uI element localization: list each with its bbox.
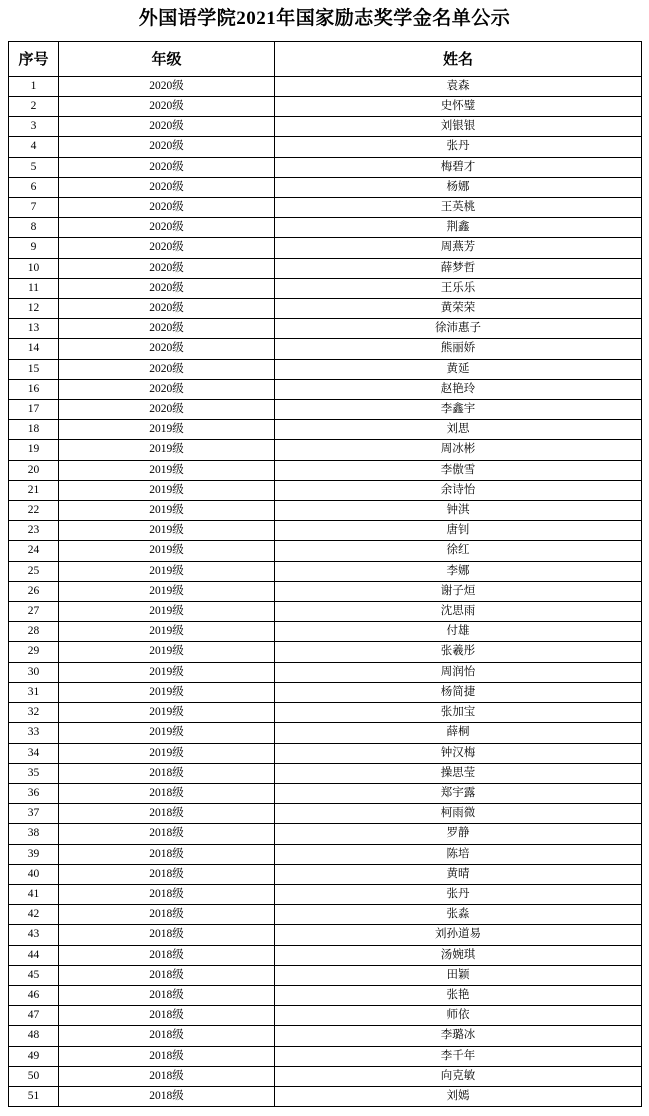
table-row bbox=[9, 662, 642, 682]
cell-name: 黄荣荣 bbox=[275, 299, 642, 319]
cell-index: 30 bbox=[9, 662, 59, 682]
cell-index: 42 bbox=[9, 905, 59, 925]
cell-index: 7 bbox=[9, 198, 59, 218]
cell-name: 田颖 bbox=[275, 965, 642, 985]
cell-name: 杨娜 bbox=[275, 177, 642, 197]
table-row bbox=[9, 925, 642, 945]
cell-name: 李千年 bbox=[275, 1046, 642, 1066]
cell-grade: 2018级 bbox=[59, 804, 275, 824]
cell-name: 史怀璧 bbox=[275, 97, 642, 117]
table-row bbox=[9, 359, 642, 379]
cell-grade: 2020级 bbox=[59, 359, 275, 379]
cell-grade: 2020级 bbox=[59, 400, 275, 420]
cell-name: 张丹 bbox=[275, 884, 642, 904]
cell-grade: 2019级 bbox=[59, 682, 275, 702]
table-row bbox=[9, 602, 642, 622]
cell-name: 谢子烜 bbox=[275, 581, 642, 601]
table-row bbox=[9, 319, 642, 339]
table-row bbox=[9, 905, 642, 925]
cell-grade: 2020级 bbox=[59, 238, 275, 258]
cell-index: 23 bbox=[9, 521, 59, 541]
cell-name: 张加宝 bbox=[275, 703, 642, 723]
cell-grade: 2020级 bbox=[59, 198, 275, 218]
cell-grade: 2020级 bbox=[59, 117, 275, 137]
cell-grade: 2018级 bbox=[59, 864, 275, 884]
table-row bbox=[9, 420, 642, 440]
table-row bbox=[9, 703, 642, 723]
cell-name: 郑宇露 bbox=[275, 783, 642, 803]
cell-grade: 2018级 bbox=[59, 925, 275, 945]
cell-grade: 2019级 bbox=[59, 703, 275, 723]
table-row bbox=[9, 965, 642, 985]
table-row bbox=[9, 238, 642, 258]
cell-name: 周冰彬 bbox=[275, 440, 642, 460]
cell-name: 付雄 bbox=[275, 622, 642, 642]
cell-index: 16 bbox=[9, 379, 59, 399]
scholarship-roster-table bbox=[8, 41, 642, 1107]
table-row bbox=[9, 440, 642, 460]
table-row bbox=[9, 561, 642, 581]
cell-name: 柯雨微 bbox=[275, 804, 642, 824]
table-row bbox=[9, 783, 642, 803]
cell-index: 19 bbox=[9, 440, 59, 460]
table-row bbox=[9, 379, 642, 399]
cell-grade: 2020级 bbox=[59, 218, 275, 238]
cell-grade: 2019级 bbox=[59, 622, 275, 642]
table-row bbox=[9, 157, 642, 177]
cell-grade: 2018级 bbox=[59, 965, 275, 985]
cell-grade: 2019级 bbox=[59, 602, 275, 622]
cell-grade: 2018级 bbox=[59, 1006, 275, 1026]
cell-grade: 2018级 bbox=[59, 884, 275, 904]
table-header-row bbox=[9, 41, 642, 76]
cell-index: 1 bbox=[9, 76, 59, 96]
cell-grade: 2019级 bbox=[59, 541, 275, 561]
cell-name: 周润怡 bbox=[275, 662, 642, 682]
cell-grade: 2018级 bbox=[59, 1046, 275, 1066]
cell-name: 王英桃 bbox=[275, 198, 642, 218]
cell-index: 50 bbox=[9, 1066, 59, 1086]
cell-index: 10 bbox=[9, 258, 59, 278]
table-row bbox=[9, 218, 642, 238]
table-row bbox=[9, 501, 642, 521]
cell-name: 王乐乐 bbox=[275, 278, 642, 298]
cell-grade: 2019级 bbox=[59, 662, 275, 682]
cell-index: 3 bbox=[9, 117, 59, 137]
cell-grade: 2018级 bbox=[59, 1066, 275, 1086]
cell-name: 薛梦哲 bbox=[275, 258, 642, 278]
cell-index: 46 bbox=[9, 985, 59, 1005]
table-row bbox=[9, 117, 642, 137]
table-row bbox=[9, 642, 642, 662]
cell-name: 熊丽娇 bbox=[275, 339, 642, 359]
table-row bbox=[9, 763, 642, 783]
table-row bbox=[9, 76, 642, 96]
cell-name: 向克敏 bbox=[275, 1066, 642, 1086]
page-title: 外国语学院2021年国家励志奖学金名单公示 bbox=[138, 8, 511, 29]
table-row bbox=[9, 1006, 642, 1026]
cell-index: 27 bbox=[9, 602, 59, 622]
cell-grade: 2019级 bbox=[59, 501, 275, 521]
table-row bbox=[9, 460, 642, 480]
cell-index: 45 bbox=[9, 965, 59, 985]
cell-name: 师依 bbox=[275, 1006, 642, 1026]
cell-name: 刘思 bbox=[275, 420, 642, 440]
cell-grade: 2019级 bbox=[59, 440, 275, 460]
cell-index: 9 bbox=[9, 238, 59, 258]
cell-grade: 2020级 bbox=[59, 137, 275, 157]
cell-name: 张丹 bbox=[275, 137, 642, 157]
table-row bbox=[9, 581, 642, 601]
cell-grade: 2018级 bbox=[59, 985, 275, 1005]
cell-index: 28 bbox=[9, 622, 59, 642]
cell-index: 40 bbox=[9, 864, 59, 884]
cell-grade: 2019级 bbox=[59, 561, 275, 581]
cell-name: 杨简捷 bbox=[275, 682, 642, 702]
cell-grade: 2020级 bbox=[59, 177, 275, 197]
table-row bbox=[9, 521, 642, 541]
table-row bbox=[9, 258, 642, 278]
cell-grade: 2019级 bbox=[59, 420, 275, 440]
cell-name: 罗静 bbox=[275, 824, 642, 844]
cell-index: 33 bbox=[9, 723, 59, 743]
cell-index: 6 bbox=[9, 177, 59, 197]
cell-grade: 2018级 bbox=[59, 945, 275, 965]
table-row bbox=[9, 1086, 642, 1106]
cell-name: 汤婉琪 bbox=[275, 945, 642, 965]
cell-grade: 2020级 bbox=[59, 258, 275, 278]
cell-grade: 2019级 bbox=[59, 480, 275, 500]
cell-grade: 2018级 bbox=[59, 844, 275, 864]
cell-index: 47 bbox=[9, 1006, 59, 1026]
cell-name: 黄延 bbox=[275, 359, 642, 379]
cell-name: 赵艳玲 bbox=[275, 379, 642, 399]
cell-name: 刘孙道易 bbox=[275, 925, 642, 945]
table-row bbox=[9, 339, 642, 359]
cell-grade: 2018级 bbox=[59, 1026, 275, 1046]
table-row bbox=[9, 945, 642, 965]
table-header bbox=[9, 41, 642, 76]
cell-index: 4 bbox=[9, 137, 59, 157]
cell-index: 35 bbox=[9, 763, 59, 783]
cell-index: 48 bbox=[9, 1026, 59, 1046]
cell-index: 38 bbox=[9, 824, 59, 844]
cell-index: 31 bbox=[9, 682, 59, 702]
column-header-grade: 年级 bbox=[59, 41, 275, 76]
cell-index: 39 bbox=[9, 844, 59, 864]
table-row bbox=[9, 541, 642, 561]
cell-name: 刘银银 bbox=[275, 117, 642, 137]
cell-grade: 2018级 bbox=[59, 763, 275, 783]
cell-index: 41 bbox=[9, 884, 59, 904]
cell-index: 24 bbox=[9, 541, 59, 561]
cell-name: 李鑫宇 bbox=[275, 400, 642, 420]
table-row bbox=[9, 622, 642, 642]
table-row bbox=[9, 824, 642, 844]
cell-index: 11 bbox=[9, 278, 59, 298]
cell-name: 钟淇 bbox=[275, 501, 642, 521]
cell-name: 陈培 bbox=[275, 844, 642, 864]
cell-grade: 2020级 bbox=[59, 278, 275, 298]
cell-index: 8 bbox=[9, 218, 59, 238]
cell-index: 2 bbox=[9, 97, 59, 117]
table-row bbox=[9, 682, 642, 702]
cell-grade: 2019级 bbox=[59, 723, 275, 743]
table-row bbox=[9, 1046, 642, 1066]
cell-grade: 2020级 bbox=[59, 319, 275, 339]
table-row bbox=[9, 278, 642, 298]
table-row bbox=[9, 743, 642, 763]
cell-name: 徐红 bbox=[275, 541, 642, 561]
cell-index: 15 bbox=[9, 359, 59, 379]
cell-index: 21 bbox=[9, 480, 59, 500]
cell-index: 13 bbox=[9, 319, 59, 339]
cell-name: 周燕芳 bbox=[275, 238, 642, 258]
table-row bbox=[9, 884, 642, 904]
column-header-name: 姓名 bbox=[275, 41, 642, 76]
table-row bbox=[9, 985, 642, 1005]
cell-name: 刘嫣 bbox=[275, 1086, 642, 1106]
cell-name: 操思莹 bbox=[275, 763, 642, 783]
cell-index: 14 bbox=[9, 339, 59, 359]
cell-grade: 2020级 bbox=[59, 97, 275, 117]
table-row bbox=[9, 400, 642, 420]
cell-grade: 2018级 bbox=[59, 1086, 275, 1106]
table-row bbox=[9, 804, 642, 824]
cell-name: 袁森 bbox=[275, 76, 642, 96]
cell-index: 32 bbox=[9, 703, 59, 723]
cell-grade: 2020级 bbox=[59, 76, 275, 96]
cell-name: 张羲彤 bbox=[275, 642, 642, 662]
cell-name: 沈思雨 bbox=[275, 602, 642, 622]
cell-name: 李娜 bbox=[275, 561, 642, 581]
cell-name: 梅碧才 bbox=[275, 157, 642, 177]
cell-name: 张淼 bbox=[275, 905, 642, 925]
cell-index: 18 bbox=[9, 420, 59, 440]
cell-grade: 2019级 bbox=[59, 521, 275, 541]
table-row bbox=[9, 480, 642, 500]
cell-index: 36 bbox=[9, 783, 59, 803]
table-row bbox=[9, 198, 642, 218]
table-row bbox=[9, 844, 642, 864]
cell-grade: 2020级 bbox=[59, 157, 275, 177]
table-row bbox=[9, 1066, 642, 1086]
cell-name: 黄晴 bbox=[275, 864, 642, 884]
cell-index: 12 bbox=[9, 299, 59, 319]
table-row bbox=[9, 864, 642, 884]
table-row bbox=[9, 137, 642, 157]
cell-grade: 2020级 bbox=[59, 379, 275, 399]
cell-grade: 2020级 bbox=[59, 299, 275, 319]
cell-index: 43 bbox=[9, 925, 59, 945]
cell-index: 37 bbox=[9, 804, 59, 824]
table-row bbox=[9, 177, 642, 197]
cell-grade: 2019级 bbox=[59, 460, 275, 480]
cell-grade: 2019级 bbox=[59, 581, 275, 601]
cell-grade: 2019级 bbox=[59, 743, 275, 763]
cell-index: 26 bbox=[9, 581, 59, 601]
cell-grade: 2019级 bbox=[59, 642, 275, 662]
cell-index: 51 bbox=[9, 1086, 59, 1106]
cell-index: 22 bbox=[9, 501, 59, 521]
cell-grade: 2018级 bbox=[59, 783, 275, 803]
cell-name: 荆鑫 bbox=[275, 218, 642, 238]
cell-name: 唐钊 bbox=[275, 521, 642, 541]
table-row bbox=[9, 299, 642, 319]
cell-index: 5 bbox=[9, 157, 59, 177]
table-body bbox=[9, 76, 642, 1106]
table-row bbox=[9, 97, 642, 117]
table-row bbox=[9, 1026, 642, 1046]
cell-name: 薛桐 bbox=[275, 723, 642, 743]
cell-index: 29 bbox=[9, 642, 59, 662]
cell-name: 徐沛惠子 bbox=[275, 319, 642, 339]
cell-grade: 2018级 bbox=[59, 905, 275, 925]
cell-index: 25 bbox=[9, 561, 59, 581]
cell-index: 17 bbox=[9, 400, 59, 420]
cell-name: 李傲雪 bbox=[275, 460, 642, 480]
cell-index: 49 bbox=[9, 1046, 59, 1066]
cell-name: 余诗怡 bbox=[275, 480, 642, 500]
cell-name: 李璐冰 bbox=[275, 1026, 642, 1046]
cell-grade: 2020级 bbox=[59, 339, 275, 359]
cell-index: 44 bbox=[9, 945, 59, 965]
column-header-index: 序号 bbox=[9, 41, 59, 76]
cell-grade: 2018级 bbox=[59, 824, 275, 844]
cell-name: 张艳 bbox=[275, 985, 642, 1005]
cell-index: 20 bbox=[9, 460, 59, 480]
cell-name: 钟汉梅 bbox=[275, 743, 642, 763]
table-row bbox=[9, 723, 642, 743]
cell-index: 34 bbox=[9, 743, 59, 763]
